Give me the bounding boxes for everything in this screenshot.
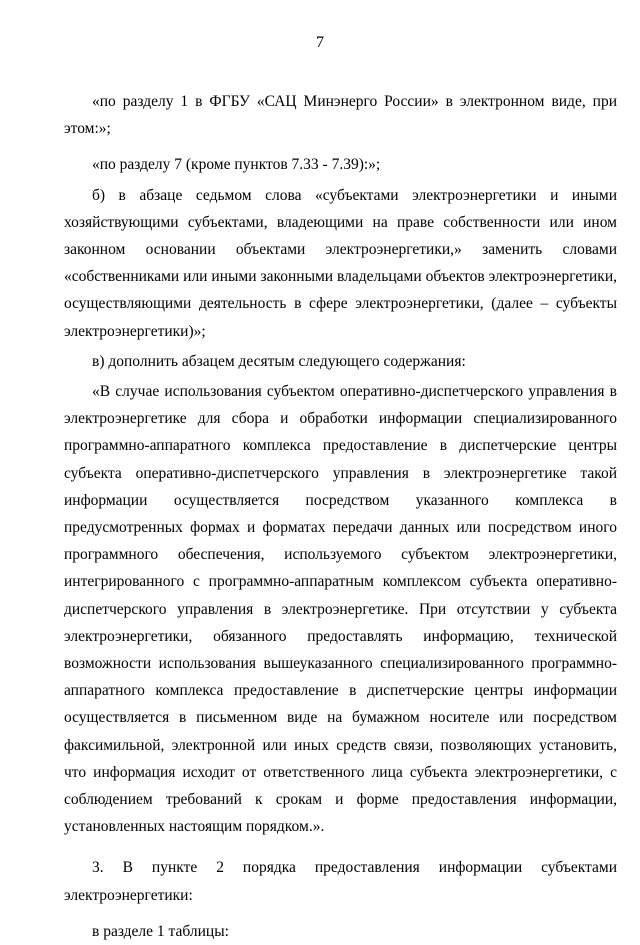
document-body [64, 88, 617, 945]
paragraph-item-v: в) дополнить абзацем десятым следующего содержания: [92, 352, 466, 370]
page-number: 7 [316, 34, 324, 51]
paragraph-quote: «В случае использования субъектом оперативно-диспетчерского управления в электроэнергетике для сбора и обработки информации специализированного программно-аппаратного комплекса предоставление в диспетчерские центры субъекта оперативно-диспетчерского управления в электроэнергетике такой информации осуществляется посредством указанного комплекса в предусмотренных формах и форматах передачи данных или посредством иного программного обеспечения, используемого субъектом электроэнергетики, интегрированного с программно-аппаратным комплексом субъекта оперативно-диспетчерского управления в электроэнергетике. При отсутствии у субъекта электроэнергетики, обязанного предоставлять информацию, технической возможности использования вышеуказанного специализированного программно-аппаратного комплекса предоставление в диспетчерские центры информации осуществляется в письменном виде на бумажном носителе или посредством факсимильной, электронной или иных средств связи, позволяющих установить, что информация исходит от ответственного лица субъекта электроэнергетики, с соблюдением требований к срокам и форме предоставления информации, установленных настоящим порядком.». [64, 383, 617, 836]
paragraph-section-1: «по разделу 1 в ФГБУ «САЦ Минэнерго России» в электронном виде, при этом:»; [64, 93, 617, 138]
paragraph-point-3: 3. В пункте 2 порядка предоставления информации субъектами электроэнергетики: [64, 859, 617, 904]
paragraph-section-7: «по разделу 7 (кроме пунктов 7.33 - 7.39):»; [92, 156, 381, 174]
paragraph-item-b: б) в абзаце седьмом слова «субъектами электроэнергетики и иными хозяйствующими субъектами, владеющими на праве собственности или ином законном основании объектами электроэнергетики,» заменить словами «собственниками или иными законными владельцами объектов электроэнергетики, осуществляющими деятельность в сфере электроэнергетики, (далее – субъекты электроэнергетики)»; [64, 186, 617, 340]
paragraph-table-section-1: в разделе 1 таблицы: [92, 922, 229, 940]
